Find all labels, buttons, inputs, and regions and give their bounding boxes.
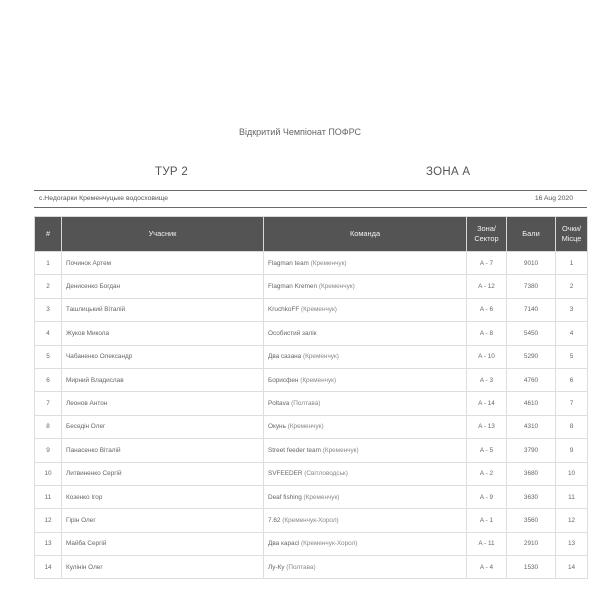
date-text: 16 Aug 2020 xyxy=(534,195,573,202)
row-number: 13 xyxy=(35,532,62,555)
sector-cell: A - 9 xyxy=(467,485,507,508)
team-city: (Полтава) xyxy=(291,400,321,408)
row-number: 5 xyxy=(35,345,62,368)
team-cell xyxy=(264,275,467,298)
place-cell: 1 xyxy=(556,252,588,275)
team-name: Flagman team xyxy=(268,259,309,267)
table-row xyxy=(35,345,588,368)
participant-name: Мирний Владислав xyxy=(62,368,264,391)
points-cell: 4310 xyxy=(507,415,556,438)
participant-name: Жуков Микола xyxy=(62,322,264,345)
sector-cell: A - 5 xyxy=(467,439,507,462)
col-header-sector-line2: Сектор xyxy=(474,234,499,243)
row-number: 7 xyxy=(35,392,62,415)
place-cell: 11 xyxy=(556,485,588,508)
table-row xyxy=(35,252,588,275)
table-row xyxy=(35,392,588,415)
col-header-sector xyxy=(467,217,507,252)
team-city: (Кременчук) xyxy=(310,259,347,267)
table-row xyxy=(35,509,588,532)
col-header-num: # xyxy=(35,217,62,252)
tour-label: ТУР 2 xyxy=(155,166,189,178)
results-table xyxy=(34,216,588,579)
team-name: Борисфен xyxy=(268,376,299,384)
row-number: 11 xyxy=(35,485,62,508)
team-city: (Світловодськ) xyxy=(304,470,348,478)
row-number: 9 xyxy=(35,439,62,462)
sector-cell: A - 13 xyxy=(467,415,507,438)
table-row xyxy=(35,556,588,579)
table-row xyxy=(35,462,588,485)
points-cell: 3630 xyxy=(507,485,556,508)
place-cell: 10 xyxy=(556,462,588,485)
participant-name: Чабаненко Олександр xyxy=(62,345,264,368)
row-number: 12 xyxy=(35,509,62,532)
points-cell: 7140 xyxy=(507,298,556,321)
table-row xyxy=(35,322,588,345)
points-cell: 9010 xyxy=(507,252,556,275)
team-name: Flagman Kremen xyxy=(268,283,318,291)
place-cell: 7 xyxy=(556,392,588,415)
col-header-participant: Учасник xyxy=(62,217,264,252)
sector-cell: A - 14 xyxy=(467,392,507,415)
team-city: (Кременчук) xyxy=(303,353,339,361)
participant-name: Беседін Олег xyxy=(62,415,264,438)
team-cell xyxy=(264,252,467,275)
participant-name: Леонов Антон xyxy=(62,392,264,415)
table-header-row xyxy=(35,217,588,252)
col-header-place-line1: Очки/ xyxy=(561,224,581,233)
team-city: (Кременчук) xyxy=(322,446,359,454)
points-cell: 3790 xyxy=(507,439,556,462)
team-city: (Кременчук) xyxy=(287,423,324,431)
place-cell: 12 xyxy=(556,509,588,532)
team-city: (Кременчук) xyxy=(318,283,355,291)
sector-cell: A - 7 xyxy=(467,252,507,275)
col-header-points: Бали xyxy=(507,217,556,252)
sector-cell: A - 4 xyxy=(467,556,507,579)
team-cell xyxy=(264,298,467,321)
zone-label: ЗОНА А xyxy=(426,166,471,178)
col-header-sector-line1: Зона/ xyxy=(477,224,496,233)
points-cell: 4610 xyxy=(507,392,556,415)
team-name: KruchkoFF xyxy=(268,306,300,314)
participant-name: Денисенко Богдан xyxy=(62,275,264,298)
points-cell: 2910 xyxy=(507,532,556,555)
row-number: 10 xyxy=(35,462,62,485)
points-cell: 5290 xyxy=(507,345,556,368)
place-cell: 14 xyxy=(556,556,588,579)
team-cell xyxy=(264,368,467,391)
participant-name: Ташлицький Віталій xyxy=(62,298,264,321)
place-cell: 6 xyxy=(556,368,588,391)
location-text: с.Недогарки Кременчуцьке водосховище xyxy=(39,195,169,202)
col-header-team: Команда xyxy=(264,217,467,252)
points-cell: 3560 xyxy=(507,509,556,532)
sector-cell: A - 8 xyxy=(467,322,507,345)
row-number: 2 xyxy=(35,275,62,298)
team-city: (Кременчук) xyxy=(301,306,337,314)
team-cell xyxy=(264,439,467,462)
sector-cell: A - 2 xyxy=(467,462,507,485)
points-cell: 7380 xyxy=(507,275,556,298)
participant-name: Козенко Ігор xyxy=(62,485,264,508)
team-name: 7.62 xyxy=(268,516,281,524)
place-cell: 4 xyxy=(556,322,588,345)
location-bar xyxy=(34,190,587,208)
participant-name: Панасенко Віталій xyxy=(62,439,264,462)
team-name: Окунь xyxy=(268,423,286,431)
table-row xyxy=(35,298,588,321)
team-name: Два сазана xyxy=(268,353,302,361)
team-cell xyxy=(264,556,467,579)
team-name: Лу-Ку xyxy=(268,563,285,571)
table-row xyxy=(35,532,588,555)
team-name: Deaf fishing xyxy=(268,493,302,501)
team-name: Street feeder team xyxy=(268,446,321,454)
row-number: 14 xyxy=(35,556,62,579)
team-cell xyxy=(264,345,467,368)
team-name: Poltava xyxy=(268,400,290,408)
col-header-place-line2: Місце xyxy=(561,234,582,243)
participant-name: Литвиненко Сергій xyxy=(62,462,264,485)
points-cell: 3680 xyxy=(507,462,556,485)
place-cell: 3 xyxy=(556,298,588,321)
participant-name: Майба Сергій xyxy=(62,532,264,555)
team-city: (Кременчук-Хорол) xyxy=(282,516,339,524)
place-cell: 2 xyxy=(556,275,588,298)
participant-name: Гірін Олег xyxy=(62,509,264,532)
team-cell xyxy=(264,415,467,438)
place-cell: 8 xyxy=(556,415,588,438)
sector-cell: A - 3 xyxy=(467,368,507,391)
team-city: (Кременчук-Хорол) xyxy=(300,540,358,548)
participant-name: Починок Артем xyxy=(62,252,264,275)
place-cell: 9 xyxy=(556,439,588,462)
points-cell: 1530 xyxy=(507,556,556,579)
col-header-place xyxy=(556,217,588,252)
table-row xyxy=(35,368,588,391)
sector-cell: A - 6 xyxy=(467,298,507,321)
page-title: Відкритий Чемпіонат ПОФРС xyxy=(238,127,362,137)
team-name: SVFEEDER xyxy=(268,470,303,478)
sector-cell: A - 1 xyxy=(467,509,507,532)
row-number: 4 xyxy=(35,322,62,345)
place-cell: 13 xyxy=(556,532,588,555)
sector-cell: A - 11 xyxy=(467,532,507,555)
team-cell xyxy=(264,392,467,415)
place-cell: 5 xyxy=(556,345,588,368)
table-row xyxy=(35,415,588,438)
team-cell xyxy=(264,322,467,345)
team-cell xyxy=(264,462,467,485)
points-cell: 4760 xyxy=(507,368,556,391)
row-number: 1 xyxy=(35,252,62,275)
participant-name: Кулінін Олег xyxy=(62,556,264,579)
team-cell xyxy=(264,485,467,508)
row-number: 6 xyxy=(35,368,62,391)
table-row xyxy=(35,439,588,462)
team-name: Особистий залік xyxy=(268,329,317,337)
team-city: (Полтава) xyxy=(286,563,316,571)
team-city: (Кременчук) xyxy=(303,493,340,501)
row-number: 3 xyxy=(35,298,62,321)
row-number: 8 xyxy=(35,415,62,438)
table-row xyxy=(35,485,588,508)
table-row xyxy=(35,275,588,298)
team-city: (Кременчук) xyxy=(300,376,337,384)
sector-cell: A - 12 xyxy=(467,275,507,298)
sector-cell: A - 10 xyxy=(467,345,507,368)
points-cell: 5450 xyxy=(507,322,556,345)
team-cell xyxy=(264,509,467,532)
team-name: Два карасі xyxy=(268,540,300,548)
team-cell xyxy=(264,532,467,555)
